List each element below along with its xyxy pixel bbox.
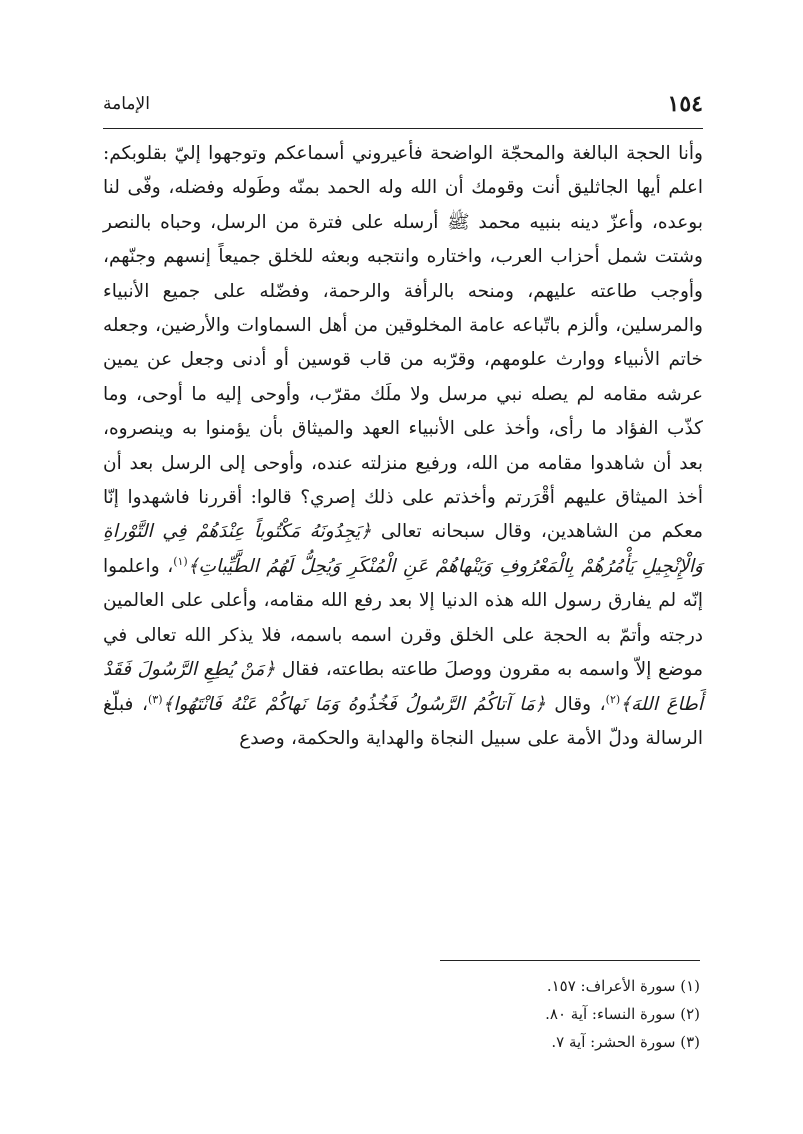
body-text bbox=[103, 137, 703, 756]
quran-quote: ﴿مَنْ يُطِعِ الرَّسُولَ فَقَدْ أَطاعَ اللهَ﴾ bbox=[103, 659, 703, 715]
body-paragraph-part: ، واعلموا إنّه لم يفارق رسول الله هذه الدنيا إلا بعد رفع الله مقامه، وأعلى على العالمين درجته وأتمّ به الحجة على الخلق وقرن اسمه باسمه، فلا يذكر الله تعالى في موضع إلاّ واسمه به مقرون ووصلَ طاعته بطاعته، فقال bbox=[103, 555, 703, 681]
footnotes bbox=[300, 972, 700, 1056]
body-paragraph-part: وأنا الحجة البالغة والمحجّة الواضحة فأعيروني أسماعكم وتوجهوا إليّ بقلوبكم: اعلم أيها الجاثليق أنت وقومك أن الله وله الحمد بمنّه وطَوله وفضله، وفّى لنا بوعده، وأعزّ دينه بنبيه محمد ﷺ أرسله على فترة من الرسل، وحباه بالنصر وشتت شمل أحزاب العرب، واختاره وانتجبه وبعثه للخلق جميعاً إنسهم وجنّهم، وأوجب طاعته عليهم، ومنحه بالرأفة والرحمة، وفضّله على جميع الأنبياء والمرسلين، وألزم باتّباعه عامة المخلوقين من أهل السماوات والأرضين، وجعله خاتم الأنبياء ووارث علومهم، وقرّبه من قاب قوسين أو أدنى وجعل عن يمين عرشه مقامه لم يصله نبي مرسل ولا ملَك مقرّب، وأوحى إليه ما أوحى، وما كذّب الفؤاد ما رأى، وأخذ على الأنبياء العهد والميثاق بأن يؤمنوا به وينصروه، بعد أن شاهدوا مقامه من الله، ورفيع منزلته عنده، وأوحى إلى الرسل بعد أن أخذ الميثاق عليهم أقْرَرتم وأخذتم على ذلك إصري؟ قالوا: أقررنا فاشهدوا إنّا معكم من الشاهدين، وقال سبحانه تعالى bbox=[103, 143, 704, 543]
footnote: (١) سورة الأعراف: ١٥٧. bbox=[546, 977, 700, 995]
body-paragraph-part: ، فبلّغ الرسالة ودلّ الأمة على سبيل النجاة والهداية والحكمة، وصدع bbox=[103, 693, 703, 749]
header-rule bbox=[103, 128, 703, 129]
running-title: الإمامة bbox=[103, 94, 150, 114]
page-number: ١٥٤ bbox=[667, 91, 703, 117]
footnote-ref: (٣) bbox=[147, 692, 163, 706]
footnote: (٢) سورة النساء: آية ٨٠. bbox=[545, 1005, 700, 1023]
footnote: (٣) سورة الحشر: آية ٧. bbox=[551, 1033, 700, 1051]
quran-quote: ﴿مَا آتاكُمُ الرَّسُولُ فَخُذُوهُ وَمَا نَهاكُمْ عَنْهُ فَانْتَهُوا﴾ bbox=[162, 693, 546, 715]
footnote-ref: (١) bbox=[173, 554, 188, 568]
footnote-rule bbox=[440, 960, 700, 961]
body-paragraph-part: ، وقال bbox=[554, 693, 606, 715]
quran-quote: ﴿يَجِدُونَهُ مَكْتُوباً عِنْدَهُمْ فِي التَّوْراةِ وَالْإِنْجِيلِ يَأْمُرُهُمْ بِالْمَعْرُوفِ وَيَنْهاهُمْ عَنِ الْمُنْكَرِ وَيُحِلُّ لَهُمُ الطَّيِّباتِ﴾ bbox=[103, 521, 703, 577]
footnote-ref: (٢) bbox=[605, 692, 621, 706]
page-header bbox=[103, 84, 703, 124]
